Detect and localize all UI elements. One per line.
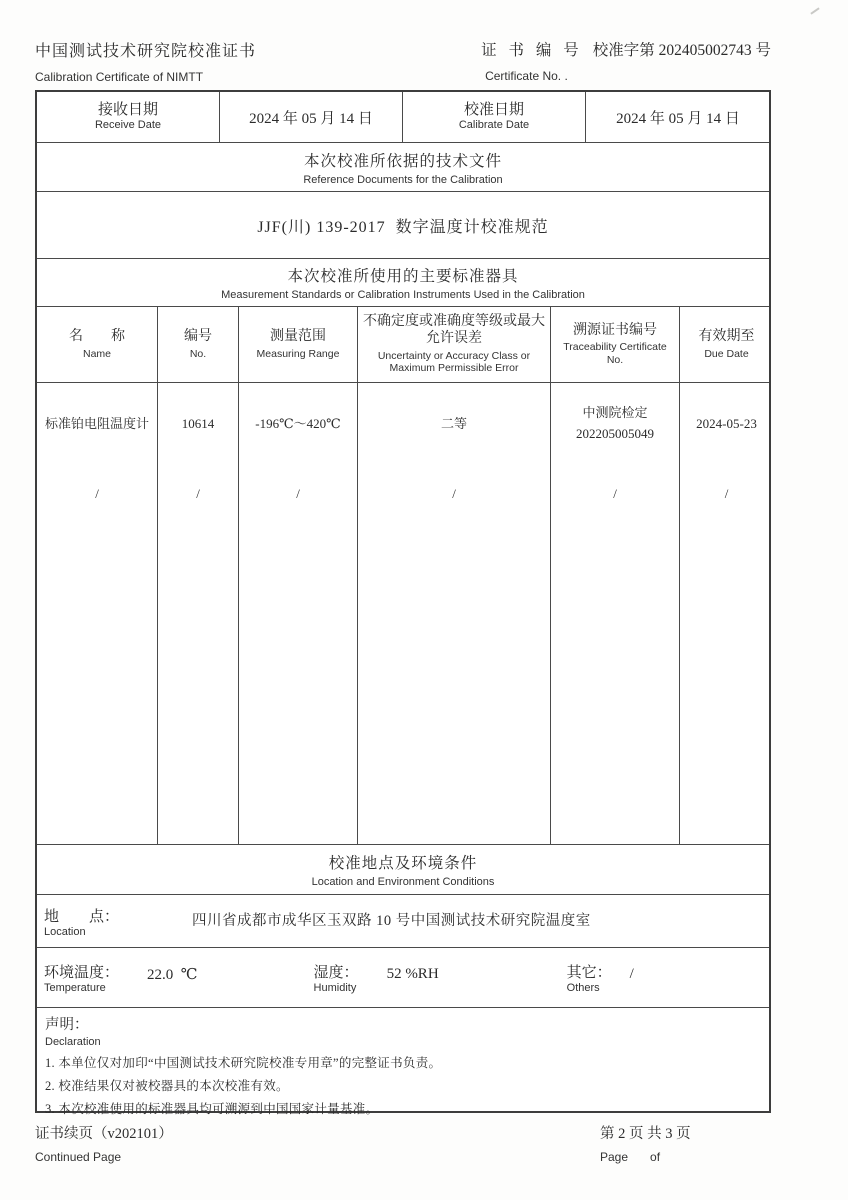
standards-title-zh: 本次校准所使用的主要标准器具 [287,268,519,285]
declaration-item-3: 3. 本次校准使用的标准器具均可溯源到中国国家计量基准。 [45,1102,379,1117]
body-col-class [358,383,551,844]
footer-page-en [600,1150,691,1164]
instrument-class: 二等 [440,415,467,431]
col-due-en: Due Date [704,347,749,360]
others-value: / [629,966,634,982]
receive-date-label-zh: 接收日期 [97,102,158,119]
col-header-range [239,307,358,382]
instrument-due-row2: / [724,486,729,501]
body-col-trace [551,383,680,844]
body-col-name [37,383,158,844]
footer-continued-en: Continued Page [35,1150,122,1164]
certificate-number-block [481,38,771,83]
humidity-label [314,961,359,994]
document-title-block [35,38,256,84]
humidity-group [314,961,439,994]
reference-section-title [37,143,769,192]
temperature-label-en: Temperature [44,982,106,994]
declaration-label-zh: 声明： [45,1017,89,1033]
temperature-label-zh: 环境温度： [44,965,120,981]
location-label-en: Location [44,925,86,938]
scan-artifact [810,7,819,14]
col-due-zh: 有效期至 [698,328,755,344]
temperature-value: 22.0 ℃ [147,967,198,983]
location-title-zh: 校准地点及环境条件 [328,855,478,872]
col-range-en: Measuring Range [256,347,340,360]
standards-table-body [37,383,769,845]
instrument-range: -196℃～420℃ [255,415,341,431]
calibrate-date-label-cell [403,92,586,142]
col-header-uncertainty [358,307,551,382]
col-header-no [158,307,239,382]
location-label [44,905,154,938]
col-traceability-en: Traceability Certificate No. [563,341,667,366]
calibrate-date-value: 2024 年 05 月 14 日 [616,110,740,127]
document-title-zh: 中国测试技术研究院校准证书 [35,43,257,60]
footer-of-word: of [650,1150,661,1164]
body-col-due [680,383,773,844]
footer-page-zh: 第 2 页 共 3 页 [600,1126,691,1142]
col-no-en: No. [189,347,207,360]
standards-title-en: Measurement Standards or Calibration Instruments Used in the Calibration [221,289,585,301]
document-title-en: Calibration Certificate of NIMTT [35,70,204,84]
col-header-name [37,307,158,382]
reference-title-zh: 本次校准所依据的技术文件 [303,152,502,170]
declaration-label-en: Declaration [45,1036,101,1048]
location-title-en: Location and Environment Conditions [311,876,495,888]
footer-page-word: Page [600,1150,629,1164]
others-group [567,961,634,994]
certificate-body-table [35,90,771,1117]
receive-date-value: 2024 年 05 月 14 日 [249,110,373,127]
location-row [37,895,769,948]
col-uncertainty-en: Uncertainty or Accuracy Class or Maximum Permissible Error [377,349,531,375]
document-header [35,38,771,84]
certificate-no-label-en: Certificate No. . [485,69,568,83]
humidity-label-zh: 湿度： [313,965,359,981]
col-uncertainty-zh: 不确定度或准确度等级或最大允许误差 [363,314,545,346]
col-no-zh: 编号 [184,328,212,344]
instrument-range-row2: / [296,486,300,501]
body-col-no [158,383,239,844]
reference-title-en: Reference Documents for the Calibration [303,173,503,186]
receive-date-label-cell [37,92,220,142]
col-name-zh: 名 称 [69,328,125,344]
receive-date-label-en: Receive Date [94,119,162,132]
instrument-trace-cert [551,383,679,465]
col-name-en: Name [82,347,111,360]
instrument-no-row2: / [196,486,200,501]
instrument-name-row2: / [95,486,99,501]
others-label-en: Others [566,982,600,994]
col-range-zh: 测量范围 [270,328,326,344]
reference-document-value: JJF(川) 139-2017 数字温度计校准规范 [37,192,769,259]
standards-table-header [37,307,769,383]
instrument-trace-row2: / [613,486,617,501]
trace-cert-line2: 202205005049 [576,426,654,441]
environment-row [37,948,769,1008]
dates-row [37,92,769,143]
certificate-number-line [481,38,771,60]
calibrate-date-label-en: Calibrate Date [458,119,530,132]
footer-continued-zh: 证书续页（v202101） [35,1126,173,1142]
certificate-no-label-zh: 证 书 编 号 [481,42,583,59]
certificate-no-value: 校准字第 202405002743 号 [592,42,771,59]
humidity-label-en: Humidity [313,982,357,994]
col-header-traceability [551,307,680,382]
location-section-title [37,845,769,895]
declaration-item-1: 1. 本单位仅对加印“中国测试技术研究院校准专用章”的完整证书负责。 [45,1056,442,1070]
humidity-value: 52 %RH [386,966,439,982]
location-label-zh: 地 点： [44,908,120,925]
temperature-group [44,961,198,994]
col-header-due [680,307,773,382]
instrument-class-row2: / [452,486,456,501]
location-value: 四川省成都市成华区玉双路 10 号中国测试技术研究院温度室 [192,912,591,929]
instrument-name: 标准铂电阻温度计 [44,415,149,431]
others-label-zh: 其它： [566,965,612,981]
footer-left [35,1122,173,1164]
instrument-due-date: 2024-05-23 [696,415,757,431]
calibrate-date-label-zh: 校准日期 [463,102,524,119]
trace-cert-line1: 中测院检定 [582,405,648,421]
body-col-range [239,383,358,844]
temperature-label [44,961,119,994]
standards-section-title [37,259,769,307]
col-traceability-zh: 溯源证书编号 [573,322,657,338]
calibrate-date-value-cell [586,92,770,142]
receive-date-value-cell [220,92,403,142]
declaration-item-2: 2. 校准结果仅对被校器具的本次校准有效。 [45,1079,289,1094]
others-label [567,961,612,994]
instrument-no: 10614 [181,415,215,431]
declaration-section [37,1008,769,1115]
footer-right [600,1122,691,1164]
